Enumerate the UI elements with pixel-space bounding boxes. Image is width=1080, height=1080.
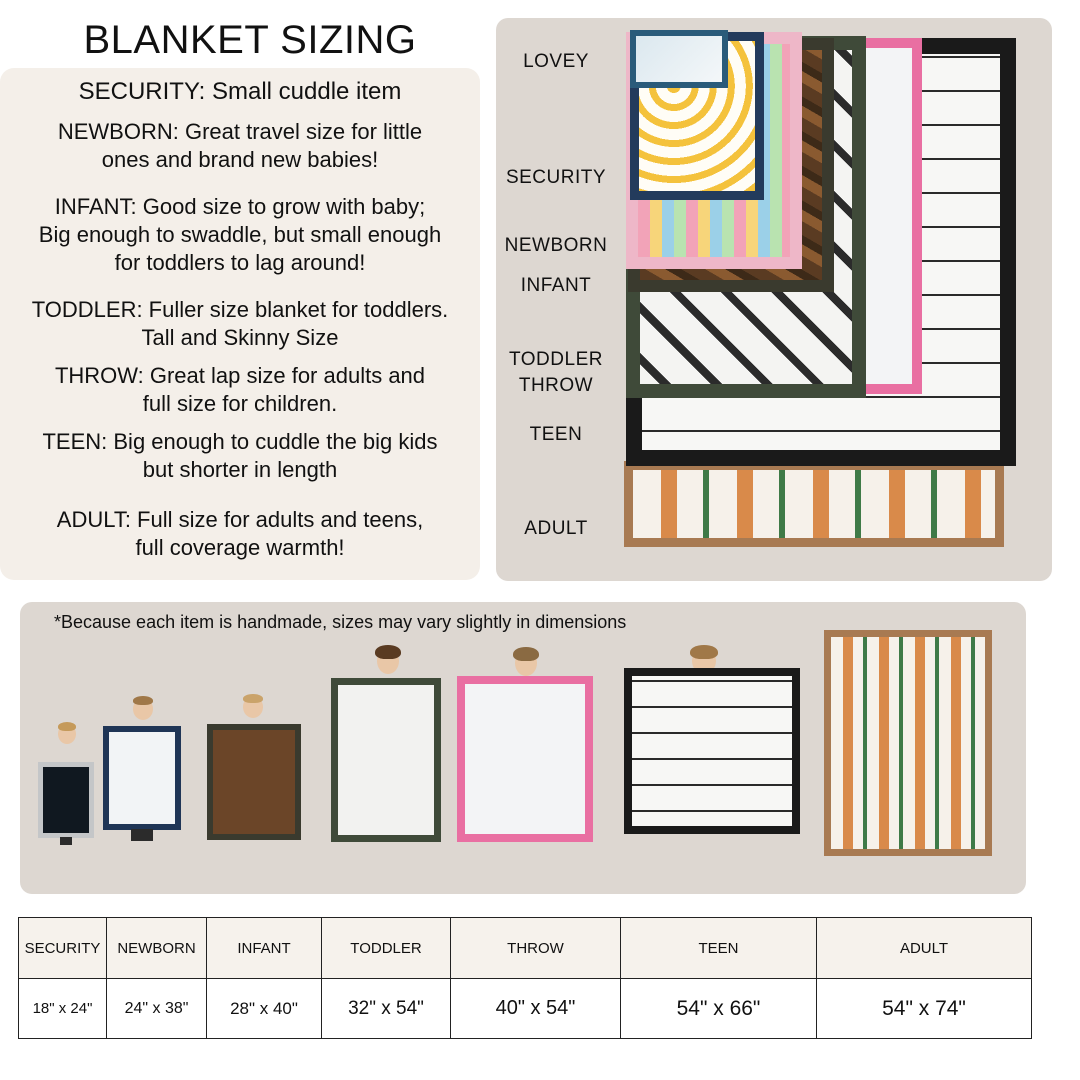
description-infant: [0, 193, 480, 277]
table-cell: 54" x 66": [621, 979, 817, 1039]
description-security: [0, 78, 480, 106]
hair: [513, 647, 539, 661]
stack-label-security: SECURITY: [505, 167, 607, 188]
hair: [133, 696, 153, 705]
legs: [131, 829, 153, 841]
people-holding-blankets-photo: [20, 602, 1026, 894]
description-line: NEWBORN: Great travel size for little: [57, 119, 423, 144]
table-header-row: [19, 918, 1032, 979]
description-teen: [0, 428, 480, 484]
stack-label-throw: THROW: [518, 375, 594, 396]
description-line: Tall and Skinny Size: [141, 325, 339, 350]
hair: [375, 645, 401, 659]
page-title: BLANKET SIZING: [83, 18, 417, 62]
description-newborn: [0, 118, 480, 174]
description-line: Big enough to swaddle, but small enough: [38, 222, 442, 247]
size-chart-table: [18, 917, 1032, 1039]
table-cell: 32" x 54": [322, 979, 451, 1039]
table-cell: 54" x 74": [817, 979, 1032, 1039]
disclaimer-text: *Because each item is handmade, sizes may vary slightly in dimensions: [54, 612, 627, 632]
description-toddler: [0, 296, 480, 352]
description-line: SECURITY: Small cuddle item: [78, 78, 402, 105]
description-adult: [0, 506, 480, 562]
hair: [243, 694, 263, 703]
size-descriptions-panel: [0, 68, 480, 580]
adult-blanket-held: [824, 630, 992, 856]
description-line: ADULT: Full size for adults and teens,: [56, 507, 424, 532]
stack-label-teen: TEEN: [529, 424, 583, 445]
stack-label-infant: INFANT: [520, 275, 592, 296]
description-line: full size for children.: [142, 391, 338, 416]
lovey-blanket: [630, 30, 728, 88]
table-row: [19, 979, 1032, 1039]
table-cell: 40" x 54": [451, 979, 621, 1039]
table-header-cell: TODDLER: [322, 918, 451, 979]
legs: [60, 837, 72, 845]
description-line: but shorter in length: [142, 457, 338, 482]
newborn-blanket-held: [103, 726, 181, 830]
description-line: TEEN: Big enough to cuddle the big kids: [42, 429, 438, 454]
description-line: for toddlers to lag around!: [114, 250, 366, 275]
description-line: full coverage warmth!: [135, 535, 345, 560]
description-line: ones and brand new babies!: [101, 147, 379, 172]
table-header-cell: SECURITY: [19, 918, 107, 979]
stack-label-toddler: TODDLER: [509, 349, 603, 370]
security-blanket-held: [38, 762, 94, 838]
adult-blanket: [624, 461, 1004, 547]
description-throw: [0, 362, 480, 418]
stack-label-newborn: NEWBORN: [504, 235, 608, 256]
table-header-cell: TEEN: [621, 918, 817, 979]
infant-blanket-held: [207, 724, 301, 840]
stacked-blankets-photo: [496, 18, 1052, 581]
throw-blanket-held: [457, 676, 593, 842]
description-line: THROW: Great lap size for adults and: [54, 363, 426, 388]
table-header-cell: INFANT: [207, 918, 322, 979]
table-header-cell: NEWBORN: [107, 918, 207, 979]
hair: [58, 722, 76, 731]
table-header-cell: THROW: [451, 918, 621, 979]
teen-blanket-held: [624, 668, 800, 834]
description-line: INFANT: Good size to grow with baby;: [54, 194, 426, 219]
table-cell: 28" x 40": [207, 979, 322, 1039]
table-header-cell: ADULT: [817, 918, 1032, 979]
stack-label-lovey: LOVEY: [523, 51, 589, 72]
stack-label-adult: ADULT: [524, 518, 588, 539]
table-cell: 24" x 38": [107, 979, 207, 1039]
toddler-blanket-held: [331, 678, 441, 842]
description-line: TODDLER: Fuller size blanket for toddlers.: [31, 297, 449, 322]
table-cell: 18" x 24": [19, 979, 107, 1039]
hair: [690, 645, 718, 659]
